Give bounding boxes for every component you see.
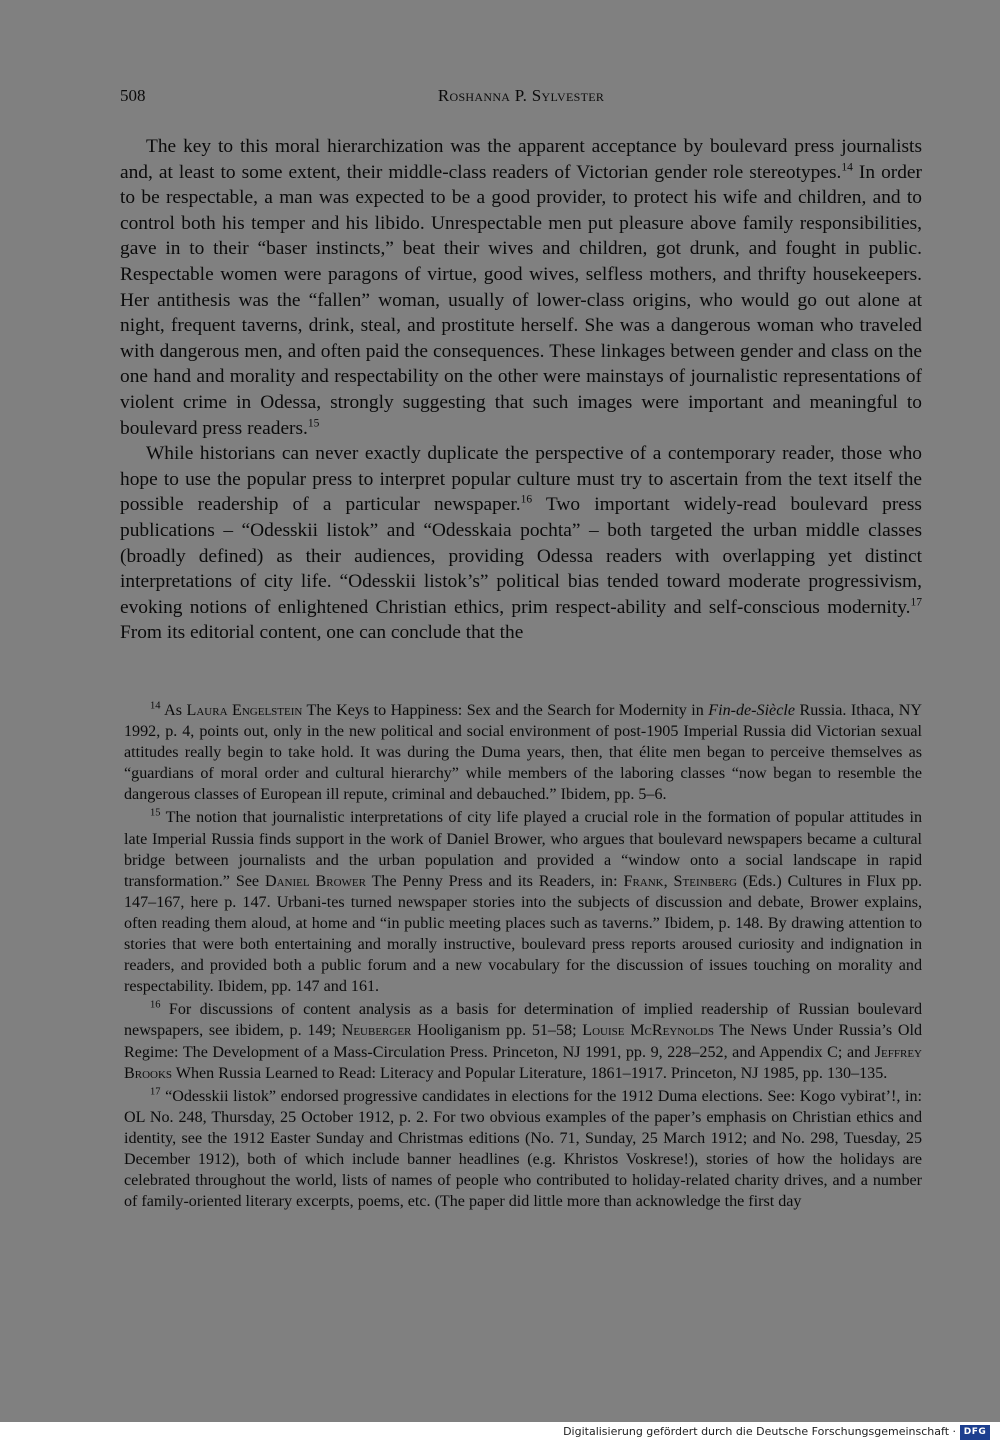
footnote-number: 14 xyxy=(150,700,161,712)
funding-notice: Digitalisierung gefördert durch die Deutsche Forschungsgemeinschaft · xyxy=(563,1425,956,1438)
paragraph-2: While historians can never exactly duplicate the perspective of a contemporary reader, those who hope to use the popular press to interpret popular culture must try to ascertain from the text itself the possible readership of a particular newspaper.$^{16}$ Two important widely-read boulevard press publications – “Odesskii listok” and “Odesskaia pochta” – both targeted the urban middle classes (broadly defined) as their audiences, providing Odessa readers with overlapping yet distinct interpretations of city life. “Odesskii listok’s” political bias tended toward moderate progressivism, evoking notions of enlightened Christian ethics, prim respect-ability and self-conscious modernity.$^{17}$ From its editorial content, one can conclude that the xyxy=(120,443,922,644)
author-name: Jeffrey Brooks xyxy=(124,1043,922,1082)
page-header xyxy=(120,86,922,110)
footnote-ref-16[interactable]: 16 xyxy=(520,493,533,506)
footnote-ref-17[interactable]: 17 xyxy=(910,596,922,609)
footnotes xyxy=(124,700,922,1214)
footnote-number: 15 xyxy=(150,808,161,820)
page-number: 508 xyxy=(120,86,146,105)
footnote-ref-15[interactable]: 15 xyxy=(307,417,320,430)
digitization-footer xyxy=(0,1422,1000,1444)
author-name: Neuberger xyxy=(341,1022,412,1040)
footnote-17: $^{17}$ “Odesskii listok” endorsed progressive candidates in elections for the 1912 Duma elections. See: Kogo vybirat’!, in: OL No. 248, Thursday, 25 October 1912, p. 2. For two obvious examples of the paper’s emphasis on Christian ethics and identity, see the 1912 Easter Sunday and Christmas editions (No. 71, Sunday, 25 March 1912; and No. 298, Tuesday, 25 December 1912), both of which include banner headlines (e.g. Khristos Voskrese!), stories of how the holidays are celebrated throughout the world, lists of names of people who contributed to holiday-related charity drives, and a number of family-oriented literary excerpts, poems, etc. (The paper did little more than acknowledge the first day xyxy=(124,1086,922,1211)
italic-title: Fin-de-Siècle xyxy=(708,702,795,719)
running-head: Roshanna P. Sylvester xyxy=(437,86,605,105)
paragraph-1: The key to this moral hierarchization was the apparent acceptance by boulevard press journalists and, at least to some extent, their middle-class readers of Victorian gender role stereotypes.$^{14}$ In order to be respectable, a man was expected to be a good provider, to protect his wife and children, and to control both his temper and his libido. Unrespectable men put pleasure above family responsibilities, gave in to their “baser instincts,” beat their wives and children, got drunk, and fought in public. Respectable women were paragons of virtue, good wives, selfless mothers, and thrifty housekeepers. Her antithesis was the “fallen” woman, usually of lower-class origins, who would go out alone at night, frequent taverns, drink, steal, and prostitute herself. She was a dangerous woman who traveled with dangerous men, and often paid the consequences. These linkages between gender and class on the one hand and morality and respectability on the other were mainstays of journalistic representations of violent crime in Odessa, strongly suggesting that such images were important and meaningful to boulevard press readers.$^{15}$ xyxy=(120,136,922,439)
footnote-number: 16 xyxy=(150,999,161,1011)
author-name: Daniel Brower xyxy=(264,872,366,890)
author-name: Laura Engelstein xyxy=(186,702,303,719)
footnote-16: $^{16}$ For discussions of content analysis as a basis for determination of implied readership of Russian boulevard newspapers, see ibidem, p. 149; Neuberger Hooliganism pp. 51–58; Louise McReynolds The News Under Russia’s Old Regime: The Development of a Mass-Circulation Press. Princeton, NJ 1991, pp. 9, 228–252, and Appendix C; and Jeffrey Brooks When Russia Learned to Read: Literacy and Popular Literature, 1861–1917. Princeton, NJ 1985, pp. 130–135. xyxy=(124,999,922,1082)
footnote-ref-14[interactable]: 14 xyxy=(841,161,853,174)
footnote-15: $^{15}$ The notion that journalistic interpretations of city life played a crucial role in the formation of popular attitudes in late Imperial Russia finds support in the work of Daniel Brower, who argues that boulevard newspapers became a cultural bridge between journalists and the urban population and provided a “window onto a social landscape in rapid transformation.” See Daniel Brower The Penny Press and its Readers, in: Frank, Steinberg (Eds.) Cultures in Flux pp. 147–167, here p. 147. Urbani-tes turned newspaper stories into the subjects of discussion and debate, Brower explains, often reading them aloud, at home and “in public meeting places such as taverns.” Ibidem, p. 148. By drawing attention to stories that were both entertaining and morally instructive, boulevard press reports aroused curiosity and indignation in readers, and provided both a public forum and a new vocabulary for the discussion of issues touching on morality and respectability. Ibidem, pp. 147 and 161. xyxy=(124,808,923,996)
dfg-logo-icon: DFG xyxy=(960,1425,990,1440)
author-name: Frank, Steinberg xyxy=(623,872,737,890)
main-text xyxy=(120,134,922,646)
footnote-number: 17 xyxy=(150,1086,161,1098)
author-name: Louise McReynolds xyxy=(582,1022,714,1040)
footnote-14: $^{14}$ As Laura Engelstein The Keys to Happiness: Sex and the Search for Modernity in Fin-de-Siècle Russia. Ithaca, NY 1992, p. 4, points out, only in the new political and social environment of post-1905 Imperial Russia did Victorian sexual attitudes really begin to take hold. It was during the Duma years, then, that élite men began to perceive themselves as “guardians of moral order and cultural hierarchy” while members of the laboring classes “now began to resemble the dangerous classes of European ill repute, criminal and debauched.” Ibidem, pp. 5–6. xyxy=(124,700,922,804)
